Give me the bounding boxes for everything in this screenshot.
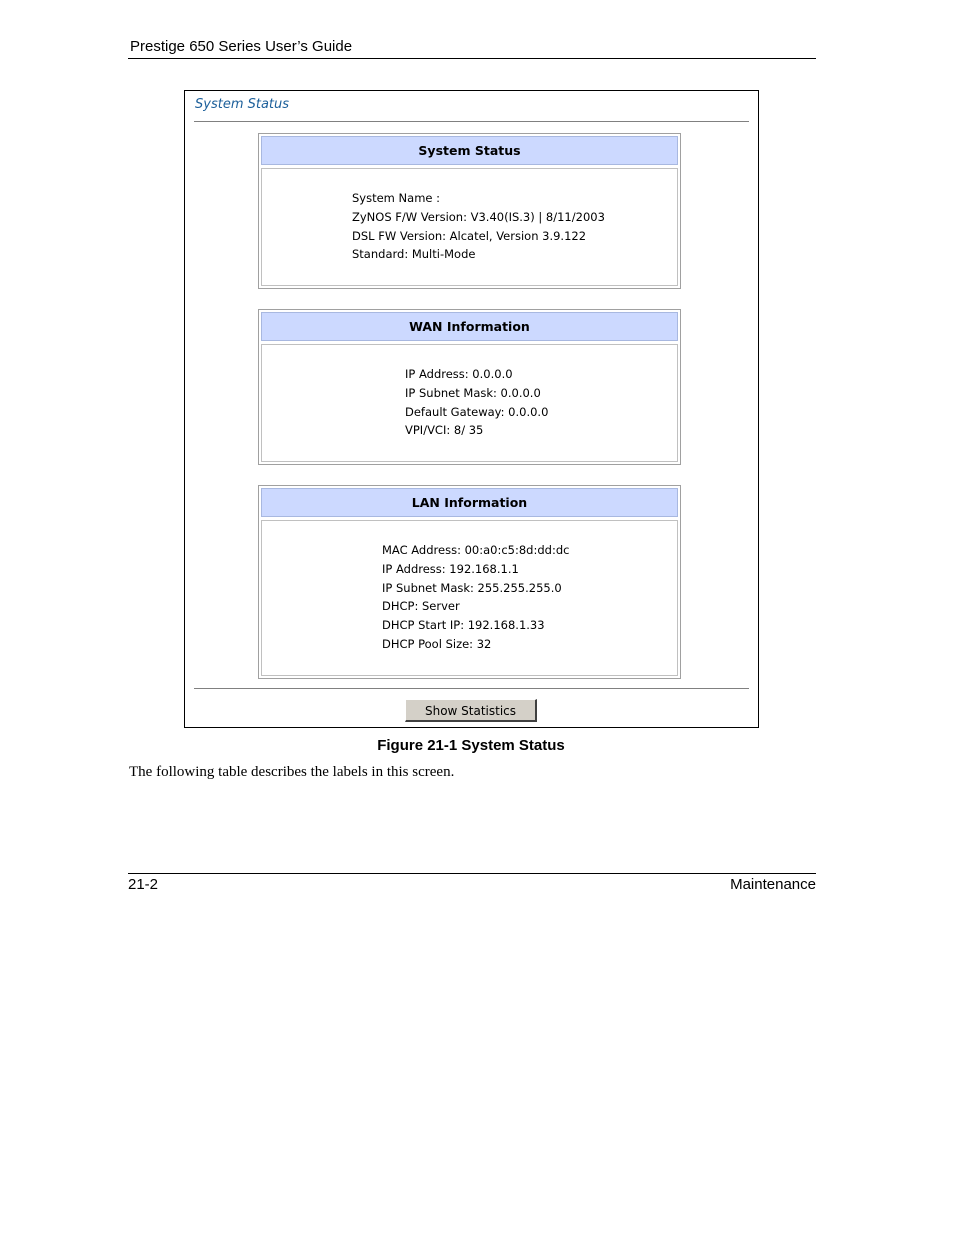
title-divider bbox=[194, 121, 749, 122]
lan-subnet-mask-line: IP Subnet Mask: 255.255.255.0 bbox=[382, 580, 562, 595]
body-paragraph: The following table describes the labels in this screen. bbox=[129, 764, 455, 780]
screen-title: System Status bbox=[195, 97, 290, 112]
lan-information-lines bbox=[382, 541, 569, 654]
wan-information-panel bbox=[258, 309, 681, 465]
system-status-panel bbox=[258, 133, 681, 289]
lan-dhcp-pool-size-line: DHCP Pool Size: 32 bbox=[382, 636, 492, 651]
lan-mac-address-line: MAC Address: 00:a0:c5:8d:dd:dc bbox=[382, 543, 570, 557]
guide-title: Prestige 650 Series User’s Guide bbox=[130, 38, 353, 55]
wan-subnet-mask-line: IP Subnet Mask: 0.0.0.0 bbox=[405, 385, 541, 400]
lan-information-panel bbox=[258, 485, 681, 679]
wan-information-lines bbox=[405, 365, 548, 440]
show-statistics-button[interactable]: Show Statistics bbox=[405, 699, 537, 722]
wan-default-gateway-line: Default Gateway: 0.0.0.0 bbox=[405, 404, 549, 419]
standard-line: Standard: Multi-Mode bbox=[352, 247, 476, 262]
figure-caption: Figure 21-1 System Status bbox=[377, 737, 565, 754]
lan-dhcp-line: DHCP: Server bbox=[382, 599, 460, 614]
lan-ip-address-line: IP Address: 192.168.1.1 bbox=[382, 561, 519, 576]
button-divider bbox=[194, 688, 749, 689]
firmware-version-line: ZyNOS F/W Version: V3.40(IS.3) | 8/11/2003 bbox=[352, 209, 605, 224]
system-status-lines bbox=[352, 189, 605, 264]
screenshot-figure bbox=[184, 90, 759, 728]
system-name-line: System Name : bbox=[352, 191, 440, 205]
wan-vpi-vci-line: VPI/VCI: 8/ 35 bbox=[405, 423, 484, 438]
dsl-fw-version-line: DSL FW Version: Alcatel, Version 3.9.122 bbox=[352, 228, 587, 243]
page-number: 21-2 bbox=[128, 876, 159, 893]
page-footer bbox=[128, 873, 816, 894]
wan-ip-address-line: IP Address: 0.0.0.0 bbox=[405, 367, 513, 381]
lan-dhcp-start-ip-line: DHCP Start IP: 192.168.1.33 bbox=[382, 618, 545, 633]
wan-information-heading: WAN Information bbox=[261, 312, 678, 341]
system-status-heading: System Status bbox=[261, 136, 678, 165]
page-header bbox=[128, 38, 816, 59]
section-name: Maintenance bbox=[730, 876, 816, 893]
lan-information-heading: LAN Information bbox=[261, 488, 678, 517]
